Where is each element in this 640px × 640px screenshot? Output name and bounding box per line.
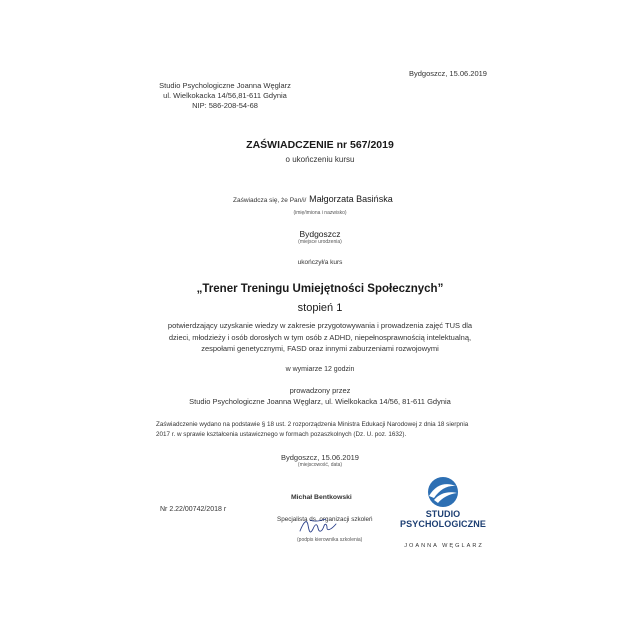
confirmation-text [140, 320, 500, 355]
legal-basis-line: Zaświadczenie wydano na podstawie § 18 ust. 2 rozporządzenia Ministra Edukacji Narodowej z dnia 18 sierpnia [156, 421, 469, 428]
certify-prefix: Zaświadcza się, że Pan/i/ [233, 197, 307, 204]
conducted-by-organization: Studio Psychologiczne Joanna Węglarz, ul. Wielkokacka 14/56, 81-611 Gdynia [189, 397, 451, 406]
legal-basis-line: 2017 r. w sprawie kształcenia ustawicznego w formach pozaszkolnych (Dz. U. poz. 1632). [156, 431, 407, 438]
course-title: „Trener Treningu Umiejętności Społecznych” [196, 283, 444, 295]
legal-basis [156, 420, 496, 440]
person-name: Małgorzata Basińska [309, 194, 393, 204]
confirmation-line: zespołami genetycznymi, FASD oraz innymi zaburzeniami rozwojowymi [201, 344, 439, 353]
place-date-caption: (miejscowość, data) [297, 462, 343, 468]
certificate-title: ZAŚWIADCZENIE nr 567/2019 [246, 139, 394, 151]
completed-course-label: ukończył/a kurs [297, 259, 343, 266]
certify-line [233, 194, 393, 204]
logo-line-psychologiczne: PSYCHOLOGICZNE [400, 519, 486, 529]
signatory-name: Michał Bentkowski [291, 494, 352, 501]
confirmation-line: potwierdzający uzyskanie wiedzy w zakresie przygotowywania i prowadzenia zajęć TUS dla [167, 321, 473, 330]
certificate-subtitle: o ukończeniu kursu [285, 155, 355, 164]
logo-tagline: JOANNA WĘGLARZ [404, 543, 484, 549]
course-hours: w wymiarze 12 godzin [285, 366, 355, 373]
issuer-name: Studio Psychologiczne Joanna Węglarz [159, 81, 291, 90]
studio-logo-icon [420, 476, 466, 508]
issuer-nip: NIP: 586-208-54-68 [192, 101, 258, 110]
studio-logo-text [398, 509, 488, 529]
place-date-bottom: Bydgoszcz, 15.06.2019 [281, 453, 359, 462]
register-number: Nr 2.22/00742/2018 r [160, 506, 227, 513]
signature-caption: (podpis kierownika szkolenia) [297, 537, 363, 543]
conducted-by-label: prowadzony przez [289, 386, 351, 395]
confirmation-line: dzieci, młodzieży i osób dorosłych w tym osób z ADHD, niepełnosprawnością intelektualną, [168, 332, 472, 342]
name-caption: (imię/imiona i nazwisko) [293, 210, 347, 216]
issuer-address: ul. Wielkokacka 14/56,81-611 Gdynia [163, 91, 287, 100]
signatory-role: Specjalista ds. organizacji szkoleń [277, 516, 373, 523]
logo-line-studio: STUDIO [425, 509, 461, 519]
course-level: stopień 1 [297, 302, 343, 314]
birthplace: Bydgoszcz [299, 229, 341, 239]
place-date-top: Bydgoszcz, 15.06.2019 [409, 69, 487, 78]
birthplace-caption: (miejsce urodzenia) [298, 239, 342, 245]
issuer-block [150, 81, 300, 111]
handwritten-signature [298, 515, 338, 539]
conducted-by-block [140, 385, 500, 407]
